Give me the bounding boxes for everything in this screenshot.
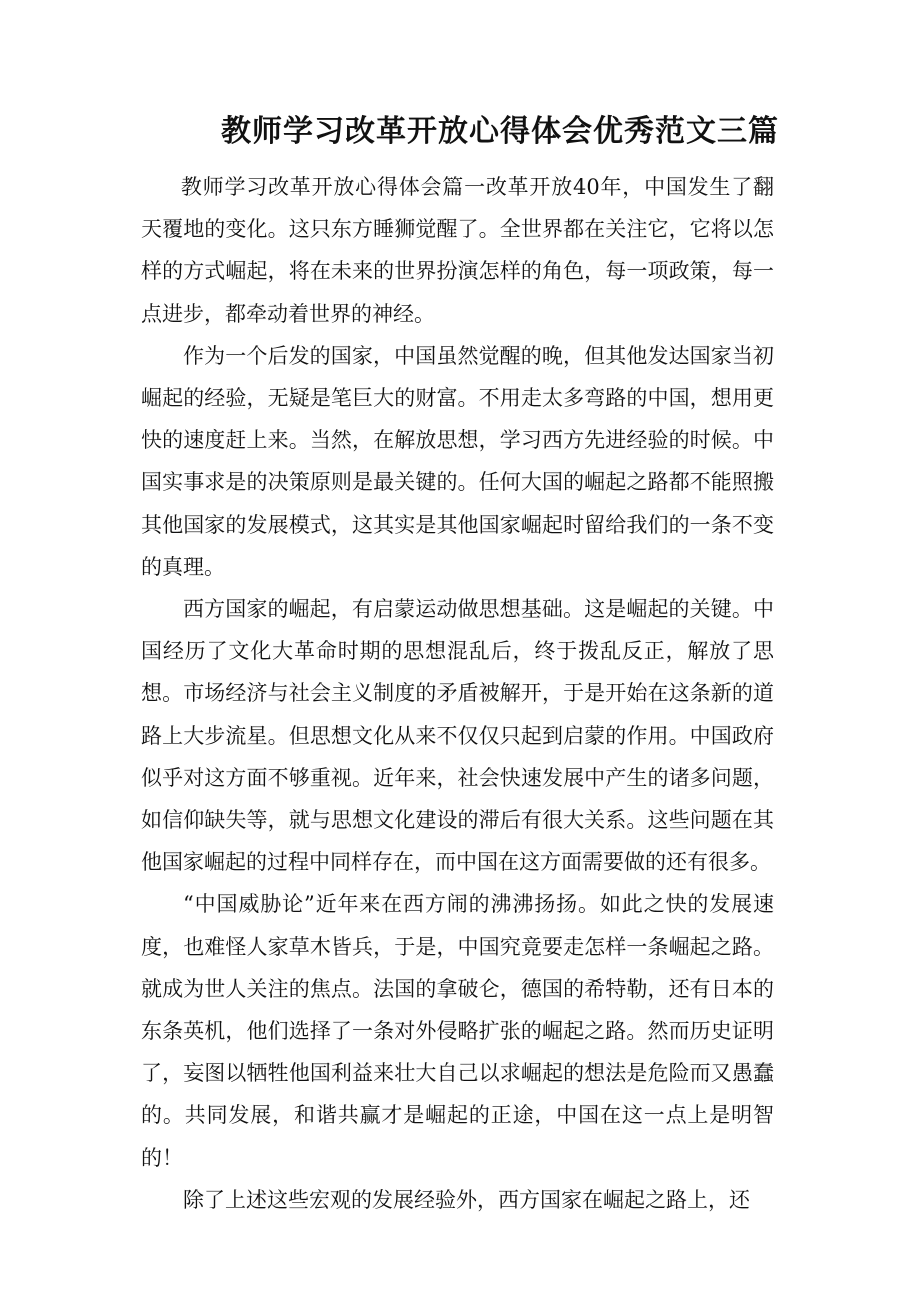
paragraph-1: 教师学习改革开放心得体会篇一改革开放40年，中国发生了翻天覆地的变化。这只东方睡狮觉醒了。全世界都在关注它，它将以怎样的方式崛起，将在未来的世界扮演怎样的角色，每一项政策，每一点进步，都牵动着世界的神经。 [141,175,774,326]
document-title: 教师学习改革开放心得体会优秀范文三篇 [221,114,779,149]
document-body [141,166,774,1221]
paragraph-2: 作为一个后发的国家，中国虽然觉醒的晚，但其他发达国家当初崛起的经验，无疑是笔巨大的财富。不用走太多弯路的中国，想用更快的速度赶上来。当然，在解放思想，学习西方先进经验的时候。中国实事求是的决策原则是最关键的。任何大国的崛起之路都不能照搬其他国家的发展模式，这其实是其他国家崛起时留给我们的一条不变的真理。 [141,343,774,579]
paragraph-5: 除了上述这些宏观的发展经验外，西方国家在崛起之路上，还 [183,1187,750,1212]
paragraph-3: 西方国家的崛起，有启蒙运动做思想基础。这是崛起的关键。中国经历了文化大革命时期的思想混乱后，终于拨乱反正，解放了思想。市场经济与社会主义制度的矛盾被解开，于是开始在这条新的道路上大步流星。但思想文化从来不仅仅只起到启蒙的作用。中国政府似乎对这方面不够重视。近年来，社会快速发展中产生的诸多问题，如信仰缺失等，就与思想文化建设的滞后有很大关系。这些问题在其他国家崛起的过程中同样存在，而中国在这方面需要做的还有很多。 [141,597,774,875]
paragraph-4: “中国威胁论”近年来在西方闹的沸沸扬扬。如此之快的发展速度，也难怪人家草木皆兵，于是，中国究竟要走怎样一条崛起之路。就成为世人关注的焦点。法国的拿破仑，德国的希特勒，还有日本的东条英机，他们选择了一条对外侵略扩张的崛起之路。然而历史证明了，妄图以牺牲他国利益来壮大自己以求崛起的想法是危险而又愚蠢的。共同发展，和谐共赢才是崛起的正途，中国在这一点上是明智的！ [141,892,774,1170]
